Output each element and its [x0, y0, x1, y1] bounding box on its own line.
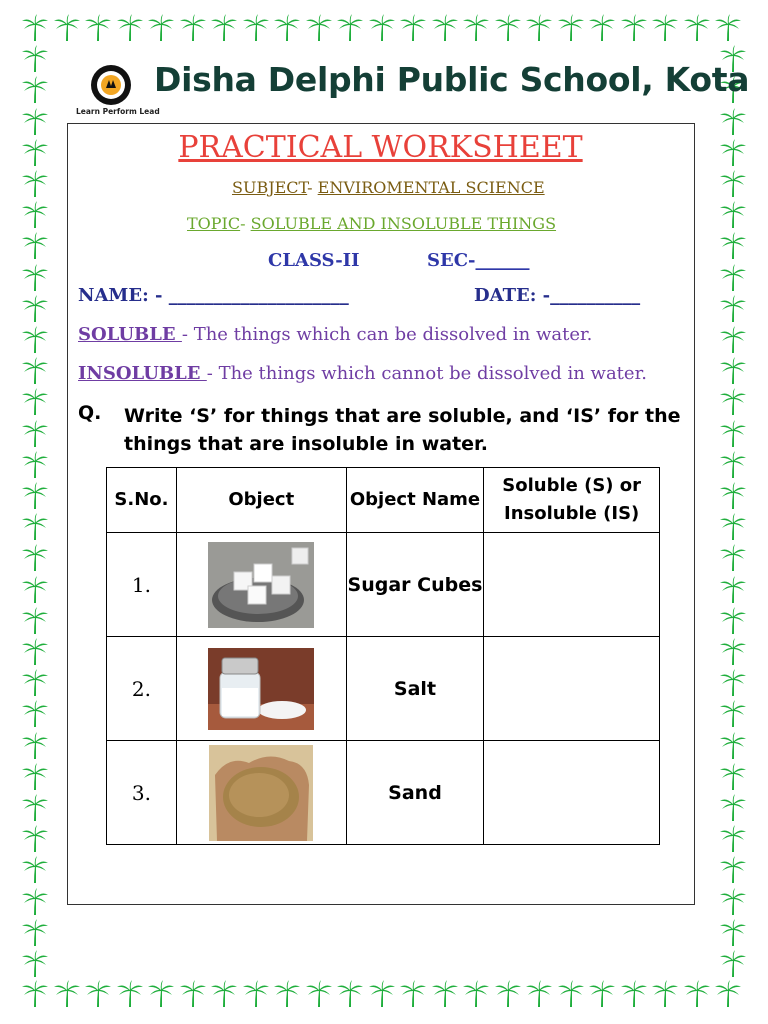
palm-tree-icon — [22, 326, 48, 354]
school-header — [76, 58, 750, 118]
palm-tree-icon — [463, 980, 489, 1008]
palm-tree-icon — [589, 980, 615, 1008]
palm-tree-icon — [720, 357, 746, 385]
palm-tree-icon — [54, 980, 80, 1008]
palm-tree-icon — [720, 264, 746, 292]
palm-tree-icon — [526, 14, 552, 42]
question-text: Write ‘S’ for things that are soluble, and ‘IS’ for the things that are insoluble in water. — [124, 405, 681, 455]
palm-tree-icon — [306, 14, 332, 42]
palm-tree-icon — [720, 420, 746, 448]
palm-tree-icon — [148, 14, 174, 42]
answer-cell[interactable] — [484, 637, 660, 741]
palm-tree-icon — [589, 14, 615, 42]
palm-tree-icon — [148, 980, 174, 1008]
row-sno: 2. — [107, 637, 177, 741]
palm-tree-icon — [22, 888, 48, 916]
palm-tree-icon — [117, 980, 143, 1008]
palm-tree-icon — [720, 919, 746, 947]
palm-tree-icon — [684, 980, 710, 1008]
topic-value: SOLUBLE AND INSOLUBLE THINGS — [250, 214, 557, 233]
palm-tree-icon — [558, 980, 584, 1008]
palm-tree-icon — [720, 888, 746, 916]
palm-tree-icon — [22, 388, 48, 416]
palm-tree-icon — [720, 326, 746, 354]
palm-tree-icon — [558, 14, 584, 42]
palm-tree-icon — [720, 607, 746, 635]
palm-tree-icon — [720, 451, 746, 479]
palm-tree-icon — [22, 482, 48, 510]
palm-tree-icon — [211, 980, 237, 1008]
palm-tree-icon — [720, 482, 746, 510]
row-sno: 3. — [107, 741, 177, 845]
palm-tree-icon — [720, 232, 746, 260]
palm-tree-icon — [54, 14, 80, 42]
header-object-name: Object Name — [346, 468, 484, 533]
table-header-row — [107, 468, 660, 533]
palm-tree-icon — [243, 14, 269, 42]
object-image-cell — [176, 637, 346, 741]
palm-tree-icon — [85, 980, 111, 1008]
palm-tree-icon — [720, 669, 746, 697]
palm-tree-icon — [306, 980, 332, 1008]
palm-tree-icon — [22, 357, 48, 385]
palm-tree-icon — [720, 576, 746, 604]
palm-tree-icon — [720, 700, 746, 728]
insoluble-text: - The things which cannot be dissolved in water. — [206, 363, 647, 384]
palm-tree-icon — [22, 950, 48, 978]
palm-tree-icon — [22, 201, 48, 229]
palm-tree-icon — [720, 950, 746, 978]
palm-tree-icon — [22, 264, 48, 292]
palm-tree-icon — [22, 513, 48, 541]
palm-tree-icon — [274, 980, 300, 1008]
palm-tree-icon — [369, 14, 395, 42]
object-name: Sand — [346, 741, 484, 845]
palm-tree-icon — [720, 513, 746, 541]
table-row — [107, 741, 660, 845]
subject-value: ENVIROMENTAL SCIENCE — [317, 178, 545, 197]
palm-tree-icon — [22, 669, 48, 697]
palm-tree-icon — [720, 388, 746, 416]
palm-tree-icon — [22, 544, 48, 572]
sugar-cubes-image — [208, 542, 314, 628]
palm-tree-icon — [22, 700, 48, 728]
palm-tree-icon — [180, 980, 206, 1008]
palm-tree-icon — [85, 14, 111, 42]
palm-tree-icon — [432, 980, 458, 1008]
palm-tree-icon — [22, 763, 48, 791]
palm-tree-icon — [274, 14, 300, 42]
palm-tree-icon — [715, 14, 741, 42]
salt-shaker-image — [208, 648, 314, 730]
palm-tree-icon — [526, 980, 552, 1008]
name-field[interactable]: NAME: - ____________________ — [78, 285, 349, 306]
object-image-cell — [176, 741, 346, 845]
header-answer: Soluble (S) or Insoluble (IS) — [484, 468, 660, 533]
answer-cell[interactable] — [484, 741, 660, 845]
palm-tree-icon — [720, 544, 746, 572]
subject-line: SUBJECT- ENVIROMENTAL SCIENCE — [232, 178, 545, 197]
object-name: Sugar Cubes — [346, 533, 484, 637]
class-label: CLASS-II — [268, 250, 360, 271]
subject-label: SUBJECT — [232, 178, 308, 197]
soluble-definition — [78, 324, 592, 345]
palm-tree-icon — [652, 14, 678, 42]
worksheet-title: PRACTICAL WORKSHEET — [178, 130, 583, 165]
palm-tree-icon — [22, 108, 48, 136]
school-logo-icon — [90, 64, 132, 106]
palm-tree-icon — [180, 14, 206, 42]
school-name: Disha Delphi Public School, Kota — [154, 60, 750, 99]
palm-tree-icon — [22, 295, 48, 323]
palm-tree-icon — [400, 980, 426, 1008]
palm-tree-icon — [463, 14, 489, 42]
palm-tree-icon — [621, 14, 647, 42]
answer-table — [106, 467, 660, 845]
palm-tree-icon — [211, 14, 237, 42]
palm-tree-icon — [22, 14, 48, 42]
palm-tree-icon — [22, 76, 48, 104]
palm-tree-icon — [22, 794, 48, 822]
insoluble-definition — [78, 363, 647, 384]
object-name: Salt — [346, 637, 484, 741]
palm-tree-icon — [22, 607, 48, 635]
palm-tree-icon — [720, 201, 746, 229]
palm-tree-icon — [684, 14, 710, 42]
palm-tree-icon — [22, 825, 48, 853]
sand-in-hand-image — [209, 745, 313, 841]
palm-tree-icon — [369, 980, 395, 1008]
palm-tree-icon — [720, 856, 746, 884]
palm-tree-icon — [22, 638, 48, 666]
worksheet-box — [67, 123, 695, 905]
palm-tree-icon — [22, 232, 48, 260]
palm-tree-icon — [243, 980, 269, 1008]
palm-tree-icon — [720, 763, 746, 791]
palm-tree-icon — [22, 576, 48, 604]
date-field[interactable]: DATE: -__________ — [474, 285, 641, 306]
palm-tree-icon — [720, 732, 746, 760]
palm-tree-icon — [720, 825, 746, 853]
palm-tree-icon — [337, 980, 363, 1008]
palm-tree-icon — [400, 14, 426, 42]
header-object: Object — [176, 468, 346, 533]
table-row — [107, 533, 660, 637]
palm-tree-icon — [22, 732, 48, 760]
palm-tree-icon — [720, 170, 746, 198]
palm-tree-icon — [337, 14, 363, 42]
palm-tree-icon — [715, 980, 741, 1008]
palm-tree-icon — [720, 794, 746, 822]
school-tagline: Learn Perform Lead — [76, 107, 160, 116]
palm-tree-icon — [720, 295, 746, 323]
palm-tree-icon — [22, 451, 48, 479]
palm-tree-icon — [22, 420, 48, 448]
object-image-cell — [176, 533, 346, 637]
row-sno: 1. — [107, 533, 177, 637]
soluble-text: - The things which can be dissolved in water. — [181, 324, 593, 345]
topic-label: TOPIC — [187, 214, 241, 233]
palm-tree-icon — [495, 14, 521, 42]
topic-line: TOPIC- SOLUBLE AND INSOLUBLE THINGS — [187, 214, 557, 233]
palm-tree-icon — [652, 980, 678, 1008]
soluble-term: SOLUBLE — [78, 324, 182, 345]
palm-tree-icon — [621, 980, 647, 1008]
palm-tree-icon — [22, 980, 48, 1008]
header-sno: S.No. — [107, 468, 177, 533]
table-row — [107, 637, 660, 741]
palm-tree-icon — [720, 638, 746, 666]
palm-tree-icon — [720, 139, 746, 167]
palm-tree-icon — [495, 980, 521, 1008]
palm-tree-icon — [22, 45, 48, 73]
palm-tree-icon — [432, 14, 458, 42]
palm-tree-icon — [22, 919, 48, 947]
question-label: Q. — [78, 402, 102, 424]
palm-tree-icon — [117, 14, 143, 42]
answer-cell[interactable] — [484, 533, 660, 637]
insoluble-term: INSOLUBLE — [78, 363, 207, 384]
section-field[interactable]: SEC-______ — [427, 250, 530, 271]
palm-tree-icon — [22, 856, 48, 884]
palm-tree-icon — [22, 139, 48, 167]
palm-tree-icon — [22, 170, 48, 198]
palm-tree-icon — [720, 108, 746, 136]
